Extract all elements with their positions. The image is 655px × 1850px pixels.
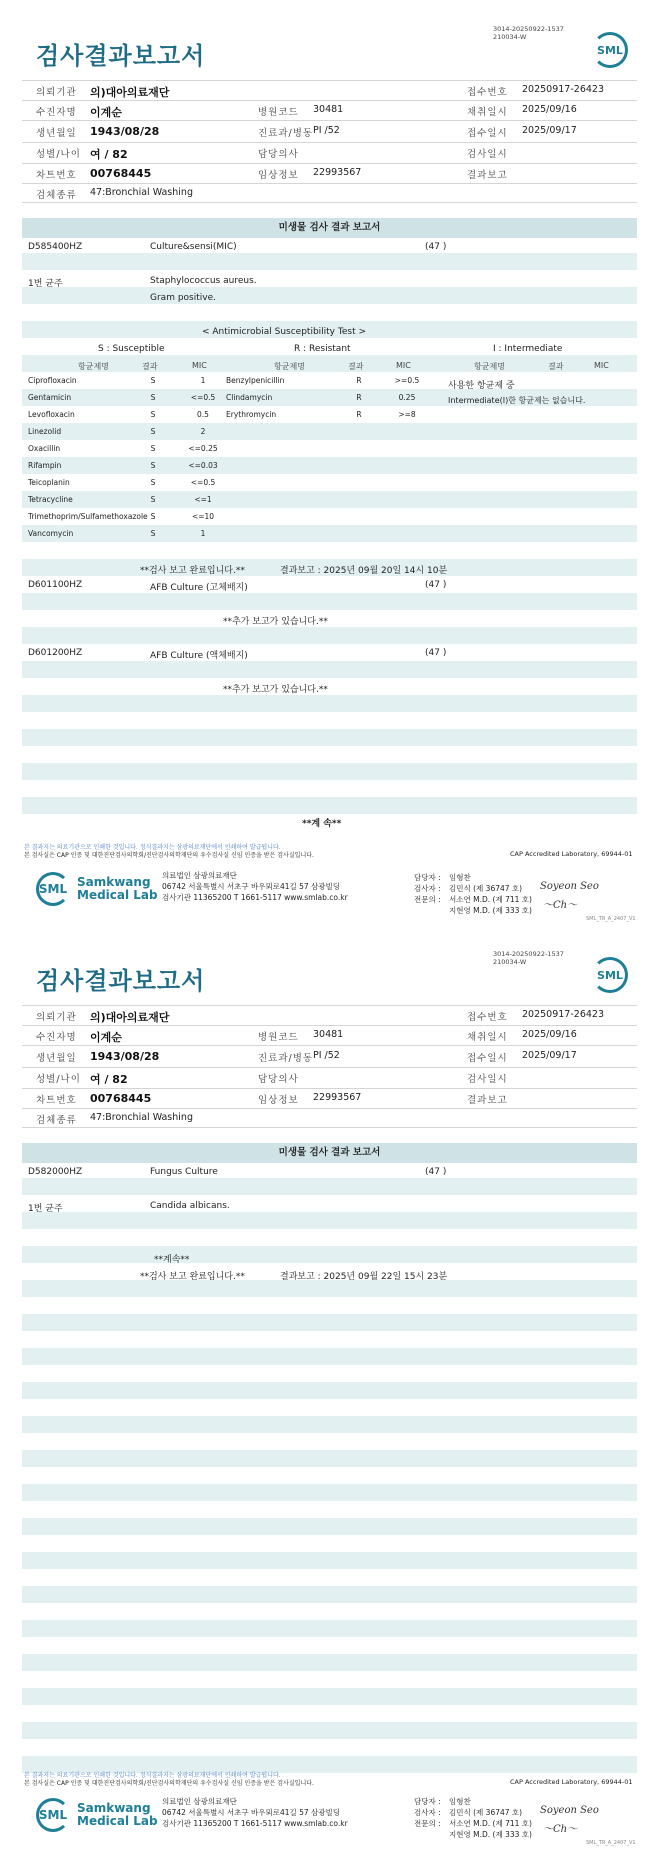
staff-labels: 담당자 : 검사자 : 전문의 :: [414, 1797, 441, 1828]
micro-header: 미생물 검사 결과 보고서: [22, 1143, 637, 1163]
form-code: SML_TR_A_2407_V1: [586, 1840, 636, 1846]
test3-code: D601200HZ: [28, 648, 83, 658]
ast-drug: Gentamicin: [28, 393, 72, 402]
receipt-date: 2025/09/17: [522, 125, 577, 136]
receipt-date-label: 접수일시: [467, 1053, 508, 1064]
intermediate-note-2: Intermediate(I)한 항균제는 없습니다.: [448, 396, 586, 405]
specimen-label: 검체종류: [36, 190, 77, 201]
legend-r: R : Resistant: [294, 344, 351, 354]
sml-logo-icon: SML: [592, 957, 628, 993]
test3-num: (47 ): [425, 648, 447, 658]
birth-label: 생년월일: [36, 1053, 77, 1064]
form-code: SML_TR_A_2407_V1: [586, 916, 636, 922]
intermediate-note-1: 사용한 항균제 중: [448, 381, 515, 391]
test1-code: D582000HZ: [28, 1167, 83, 1177]
org-address: 의료법인 삼광의료재단 06742 서울특별시 서초구 바우뫼로41길 57 삼광빌딩 검사기관 11365200 T 1661-5117 www.smlab.co.kr: [162, 1797, 348, 1828]
legend-s: S : Susceptible: [98, 344, 165, 354]
report-title: 검사결과보고서: [36, 967, 206, 995]
chart-no: 00768445: [90, 167, 152, 180]
ast-result: S: [150, 495, 156, 504]
footer-warning: 본 결과지는 의료기관으로 인쇄한 것입니다. 정식결과지는 삼광의료재단에서 인쇄하여 발급됩니다.: [24, 844, 281, 851]
specimen: 47:Bronchial Washing: [90, 1112, 193, 1123]
test1-num: (47 ): [425, 242, 447, 252]
continued: **계속**: [154, 1255, 190, 1265]
col-drug-3: 항균제명: [474, 362, 505, 371]
staff-labels: 담당자 : 검사자 : 전문의 :: [414, 873, 441, 904]
ast-drug: Rifampin: [28, 461, 62, 470]
report-label: 결과보고: [467, 1095, 508, 1106]
more-report-1: **추가 보고가 있습니다.**: [223, 617, 328, 627]
sex-age: 여 / 82: [90, 1073, 128, 1086]
collect-date-label: 채취일시: [467, 1032, 508, 1043]
ast-result: S: [150, 427, 156, 436]
test1-num: (47 ): [425, 1167, 447, 1177]
ast-mic: <=0.25: [188, 444, 218, 453]
clinical: 22993567: [313, 167, 362, 178]
micro-header: 미생물 검사 결과 보고서: [22, 218, 637, 238]
organism-label: 1번 균주: [28, 279, 63, 289]
col-mic-2: MIC: [396, 361, 411, 370]
col-result-2: 결과: [348, 362, 364, 371]
birth-label: 생년월일: [36, 128, 77, 139]
test2-code: D601100HZ: [28, 580, 83, 590]
report-time: 결과보고 : 2025년 09월 20일 14시 10분: [280, 566, 448, 576]
staff-names: 임형찬 김민식 (제 36747 호) 서소연 M.D. (제 711 호) 지현영 M.D. (제 333 호): [449, 873, 532, 915]
patient-name: 이계순: [90, 1031, 122, 1044]
institution-label: 의뢰기관: [36, 1012, 77, 1023]
doctor-label: 담당의사: [258, 1074, 299, 1085]
ast-result: S: [150, 512, 156, 521]
sml-logo-icon: SML: [36, 1798, 70, 1832]
report-code: 3014-20250922-1537 210034-W: [493, 25, 564, 41]
chart-no: 00768445: [90, 1092, 152, 1105]
brand-name: Samkwang Medical Lab: [77, 875, 158, 902]
signature-2: 〜Ch〜: [543, 900, 578, 911]
report-title: 검사결과보고서: [36, 42, 206, 70]
ast-mic: >=8: [398, 410, 416, 419]
sml-logo-icon: SML: [592, 32, 628, 68]
dept-label: 진료과/병동: [258, 128, 314, 139]
birth: 1943/08/28: [90, 1050, 160, 1063]
name-label: 수진자명: [36, 107, 77, 118]
test2-name: AFB Culture (고체배지): [150, 583, 248, 593]
cap-accredited: CAP Accredited Laboratory, 69944-01: [510, 1778, 633, 1786]
ast-mic: 0.25: [398, 393, 416, 402]
ast-result: S: [150, 529, 156, 538]
specimen: 47:Bronchial Washing: [90, 187, 193, 198]
patient-name: 이계순: [90, 106, 122, 119]
test3-name: AFB Culture (액체배지): [150, 651, 248, 661]
dept-label: 진료과/병동: [258, 1053, 314, 1064]
organism-label: 1번 균주: [28, 1204, 63, 1214]
ast-result: R: [356, 376, 362, 385]
col-result-1: 결과: [142, 362, 158, 371]
sex-age-label: 성별/나이: [36, 1074, 81, 1085]
ast-result: S: [150, 410, 156, 419]
ast-drug: Benzylpenicillin: [226, 376, 285, 385]
ast-drug: Linezolid: [28, 427, 62, 436]
receipt-no-label: 접수번호: [467, 1012, 508, 1023]
gram-stain: Gram positive.: [150, 293, 216, 303]
ast-drug: Clindamycin: [226, 393, 273, 402]
organism: Candida albicans.: [150, 1201, 230, 1211]
ast-result: S: [150, 444, 156, 453]
ast-drug: Ciprofloxacin: [28, 376, 77, 385]
footer-cert: 본 검사실은 CAP 인증 및 대한진단검사의학회/진단검사의학재단의 우수검사실 신임 인증을 받은 검사실입니다.: [24, 1780, 314, 1787]
staff-names: 임형찬 김민식 (제 36747 호) 서소연 M.D. (제 711 호) 지현영 M.D. (제 333 호): [449, 1797, 532, 1839]
col-drug-2: 항균제명: [274, 362, 305, 371]
exam-date-label: 검사일시: [467, 149, 508, 160]
receipt-date-label: 접수일시: [467, 128, 508, 139]
signature-1: Soyeon Seo: [540, 1805, 599, 1816]
test1-code: D585400HZ: [28, 242, 83, 252]
organism: Staphylococcus aureus.: [150, 276, 257, 286]
legend-i: I : Intermediate: [493, 344, 563, 354]
footer-cert: 본 검사실은 CAP 인증 및 대한진단검사의학회/진단검사의학재단의 우수검사실 신임 인증을 받은 검사실입니다.: [24, 852, 314, 859]
chart-no-label: 차트번호: [36, 170, 77, 181]
ast-result: S: [150, 478, 156, 487]
test1-name: Culture&sensi(MIC): [150, 242, 237, 252]
ast-result: S: [150, 393, 156, 402]
ast-result: R: [356, 410, 362, 419]
clinical-label: 임상정보: [258, 1095, 299, 1106]
footer-warning: 본 결과지는 의료기관으로 인쇄한 것입니다. 정식결과지는 삼광의료재단에서 인쇄하여 발급됩니다.: [24, 1772, 281, 1779]
ast-drug: Oxacillin: [28, 444, 61, 453]
clinical: 22993567: [313, 1092, 362, 1103]
receipt-no: 20250917-26423: [522, 1009, 605, 1020]
more-report-2: **추가 보고가 있습니다.**: [223, 685, 328, 695]
continued: **계 속**: [302, 819, 342, 829]
ast-mic: <=0.5: [190, 393, 216, 402]
test2-num: (47 ): [425, 580, 447, 590]
ast-mic: <=1: [194, 495, 212, 504]
institution: 의)대아의료재단: [90, 86, 170, 99]
hospital-code-label: 병원코드: [258, 1032, 299, 1043]
col-mic-3: MIC: [594, 361, 609, 370]
done-text: **검사 보고 완료입니다.**: [140, 1272, 245, 1282]
report-page-2: [0, 925, 655, 1850]
collect-date-label: 채취일시: [467, 107, 508, 118]
hospital-code-label: 병원코드: [258, 107, 299, 118]
done-text: **검사 보고 완료입니다.**: [140, 566, 245, 576]
report-code: 3014-20250922-1537 210034-W: [493, 950, 564, 966]
collect-date: 2025/09/16: [522, 1029, 577, 1040]
col-result-3: 결과: [548, 362, 564, 371]
ast-drug: Tetracycline: [28, 495, 73, 504]
name-label: 수진자명: [36, 1032, 77, 1043]
ast-drug: Teicoplanin: [28, 478, 70, 487]
org-address: 의료법인 삼광의료재단 06742 서울특별시 서초구 바우뫼로41길 57 삼광빌딩 검사기관 11365200 T 1661-5117 www.smlab.co.kr: [162, 871, 348, 902]
birth: 1943/08/28: [90, 125, 160, 138]
chart-no-label: 차트번호: [36, 1095, 77, 1106]
receipt-date: 2025/09/17: [522, 1050, 577, 1061]
ast-mic: 1: [200, 529, 206, 538]
exam-date-label: 검사일시: [467, 1074, 508, 1085]
report-time: 결과보고 : 2025년 09월 22일 15시 23분: [280, 1272, 448, 1282]
doctor-label: 담당의사: [258, 149, 299, 160]
ast-mic: 0.5: [197, 410, 209, 419]
clinical-label: 임상정보: [258, 170, 299, 181]
brand-name: Samkwang Medical Lab: [77, 1801, 158, 1828]
ast-mic: <=0.5: [190, 478, 216, 487]
dept: PI /52: [313, 1050, 340, 1061]
col-mic-1: MIC: [192, 361, 207, 370]
ast-mic: >=0.5: [394, 376, 420, 385]
signature-1: Soyeon Seo: [540, 881, 599, 892]
ast-mic: 1: [200, 376, 206, 385]
dept: PI /52: [313, 125, 340, 136]
test1-name: Fungus Culture: [150, 1167, 218, 1177]
ast-drug: Trimethoprim/Sulfamethoxazole: [28, 512, 148, 521]
report-label: 결과보고: [467, 170, 508, 181]
institution: 의)대아의료재단: [90, 1011, 170, 1024]
specimen-label: 검체종류: [36, 1115, 77, 1126]
cap-accredited: CAP Accredited Laboratory, 69944-01: [510, 850, 633, 858]
receipt-no: 20250917-26423: [522, 84, 605, 95]
ast-result: S: [150, 376, 156, 385]
col-drug-1: 항균제명: [78, 362, 109, 371]
ast-drug: Levofloxacin: [28, 410, 75, 419]
collect-date: 2025/09/16: [522, 104, 577, 115]
ast-mic: 2: [200, 427, 206, 436]
sex-age-label: 성별/나이: [36, 149, 81, 160]
ast-drug: Vancomycin: [28, 529, 74, 538]
sml-logo-icon: SML: [36, 872, 70, 906]
ast-title: < Antimicrobial Susceptibility Test >: [202, 327, 366, 337]
ast-result: R: [356, 393, 362, 402]
ast-drug: Erythromycin: [226, 410, 277, 419]
hospital-code: 30481: [313, 1029, 344, 1040]
signature-2: 〜Ch〜: [543, 1824, 578, 1835]
ast-mic: <=10: [191, 512, 215, 521]
ast-mic: <=0.03: [188, 461, 218, 470]
institution-label: 의뢰기관: [36, 87, 77, 98]
hospital-code: 30481: [313, 104, 344, 115]
ast-result: S: [150, 461, 156, 470]
receipt-no-label: 접수번호: [467, 87, 508, 98]
sex-age: 여 / 82: [90, 148, 128, 161]
